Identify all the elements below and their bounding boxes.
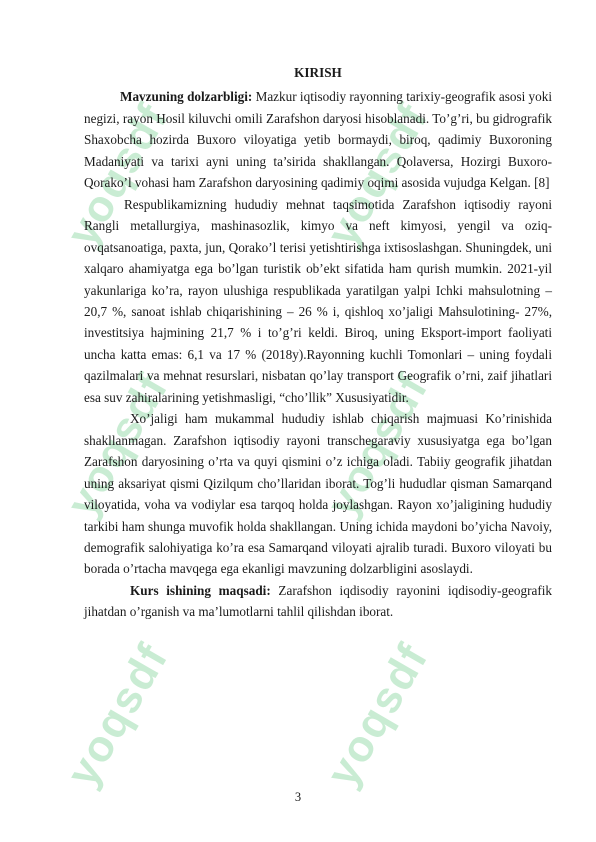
paragraph-text: Zarafshon iqdisodiy rayonini iqdisodiy-geografik jihatdan o’rganish va ma’lumotlarni tahlil qilishdan iborat. [84,582,553,620]
paragraph-lead: Mavzuning dolzarbligi: [120,89,253,105]
watermark-text: yoqsdf [317,94,438,255]
page-number: 3 [294,790,302,804]
watermark-text: yoqsdf [317,634,438,795]
document-body [84,62,552,623]
paragraph-lead: Kurs ishining maqsadi: [130,582,271,598]
paragraph-relevance [84,86,552,193]
watermark-text: yoqsdf [317,364,438,525]
watermark-text: yoqsdf [57,94,178,255]
paragraph-text: Xo’jaligi ham mukammal hududiy ishlab chiqarish majmuasi Ko’rinishida shakllanmagan. Zarafshon iqtisodiy rayoni transchegaraviy xususiyatga ega bo’lgan Zarafshon daryosining o’rta va quyi qismini o’z ichiga oladi. Tabiiy geografik jihatdan uning aksariyat qismi Qizilqum cho’llaridan iborat. Tog’li hududlar qisman Samarqand viloyatida, voha va vodiylar esa tarqoq holda joylashgan. Rayon xo’jaligining hududiy tarkibi ham shunga muvofik holda shakllangan. Uning ichida maydoni bo’yicha Navoiy, demografik salohiyatiga ko’ra esa Samarqand viloyati ajralib turadi. Buxoro viloyati bu borada o’rtacha mavqega ega ekanligi mavzuning dolzarbligini asoslaydi. [84,411,552,577]
paragraph-text: Respublikamizning hududiy mehnat taqsimotida Zarafshon iqtisodiy rayoni Rangli metallurgiya, mashinasozlik, kimyo va neft kimyosi, yengil va oziq-ovqatsanoatiga, paxta, jun, Qorako’l terisi yetishtirishga ixtisoslashgan. Shuningdek, uni xalqaro ahamiyatga ega bo’lgan turistik ob’ekt sifatida ham qurish mumkin. 2021-yil yakunlariga ko’ra, rayon ulushiga respublikada yaratilgan yalpi Ichki mahsulotning – 20,7 %, sanoat ishlab chiqarishining – 26 % i, qishloq xo’jaligi Mahsulotining- 27%, investitsiya hajmining 21,7 % i to’g’ri keldi. Biroq, uning Eksport-import faoliyati uncha katta emas: 6,1 va 17 % (2018y).Rayonning kuchli Tomonlari – uning foydali qazilmalari va mehnat resurslari, nisbatan qo’lay transport Geografik o’rni, zaif jihatlari esa suv zahiralarining yetishmasligi, “cho’llik” Xususiyatidir. [84,196,552,405]
paragraph-goal [84,580,552,623]
watermark-text: yoqsdf [57,364,178,525]
paragraph-text: Mazkur iqtisodiy rayonning tarixiy-geografik asosi yoki negizi, rayon Hosil kiluvchi omili Zarafshon daryosi hisoblanadi. To’g’ri, bu gidrografik Shaxobcha hozirda Buxoro viloyatiga yetib bormaydi, biroq, qadimiy Buxoroning Madaniyati va tarixi ayni uning ta’sirida shakllangan. Qolaversa, Hozirgi Buxoro-Qorako’l vohasi ham Zarafshon daryosining qadimiy oqimi asosida vujudga Kelgan. [8] [84,89,553,191]
paragraph-economy [84,194,552,409]
section-title: KIRISH [294,65,342,80]
watermark-text: yoqsdf [57,634,178,795]
paragraph-structure [84,408,552,580]
